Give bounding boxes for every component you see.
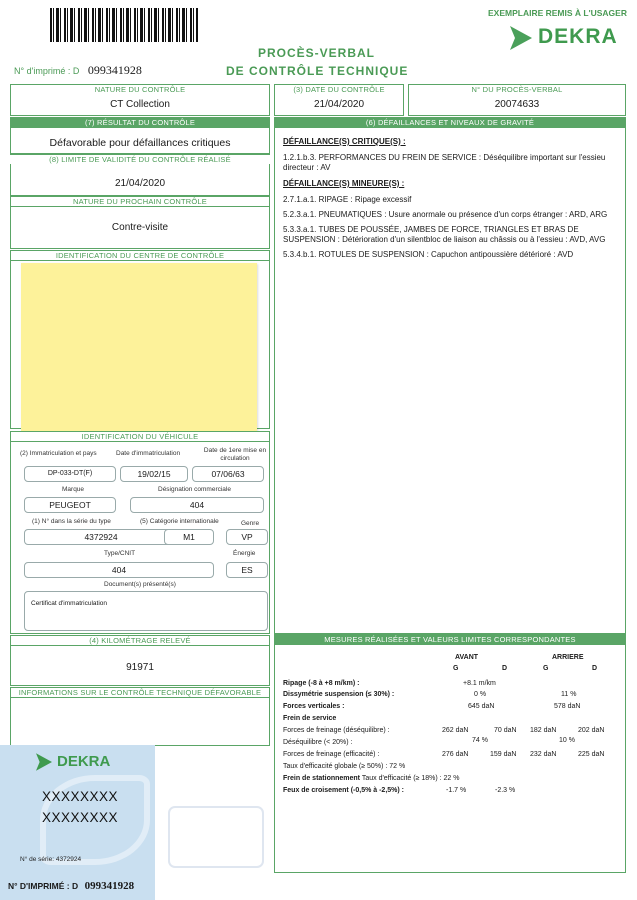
- minor-item: 2.7.1.a.1. RIPAGE : Ripage excessif: [283, 195, 412, 204]
- regdate-field: 19/02/15: [120, 466, 188, 482]
- arriere-d: D: [592, 665, 598, 672]
- parking-brake-row: [283, 775, 460, 782]
- info-box: [10, 698, 270, 746]
- avant-heading: AVANT: [455, 654, 479, 661]
- regdate-label: Date d'immatriculation: [116, 450, 181, 457]
- barcode: [50, 8, 198, 42]
- energy-label: Énergie: [233, 550, 256, 557]
- brake-efficiency-rd: 225 daN: [578, 751, 605, 758]
- nature-label: NATURE DU CONTRÔLE: [10, 84, 270, 95]
- result-label: (7) RÉSULTAT DU CONTRÔLE: [10, 117, 270, 128]
- arriere-heading: ARRIERE: [552, 654, 584, 661]
- imbalance-av: 74 %: [472, 737, 488, 744]
- brake-imbalance-rg: 182 daN: [530, 727, 557, 734]
- ripage-value: +8.1 m/km: [463, 680, 496, 687]
- minor-item: 5.3.3.a.1. TUBES DE POUSSÉE, JAMBES DE FORCE, TRIANGLES ET BRAS DE SUSPENSION : Détérioration d'un silentbloc de liaison au châssis ou à l'essieu : AVD, AVG: [283, 225, 606, 244]
- critical-title: DÉFAILLANCE(S) CRITIQUE(S) :: [283, 137, 406, 146]
- serial-field: 4372924: [24, 529, 178, 545]
- title-line2: DE CONTRÔLE TECHNIQUE: [226, 64, 409, 78]
- brake-efficiency-ad: 159 daN: [490, 751, 517, 758]
- card-brand: DEKRA: [57, 753, 111, 770]
- dissymetry-ar: 11 %: [561, 691, 577, 698]
- lights-d: -2.3 %: [495, 787, 516, 794]
- genre-field: VP: [226, 529, 268, 545]
- card-window: [168, 806, 264, 868]
- ripage-label: Ripage (-8 à +8 m/km) :: [283, 680, 360, 687]
- card-print-label: N° D'IMPRIMÉ : D: [8, 881, 79, 891]
- reg-field: DP-033-DT(F): [24, 466, 116, 482]
- print-number-row: [14, 63, 142, 78]
- docs-value: Certificat d'immatriculation: [31, 600, 108, 607]
- arriere-g: G: [543, 665, 549, 672]
- imbalance-label: Déséquilibre (< 20%) :: [283, 739, 353, 746]
- global-efficiency: Taux d'efficacité globale (≥ 50%) : 72 %: [283, 763, 406, 770]
- card-dekra-arrow-icon: [36, 753, 52, 771]
- reg-label: (2) Immatriculation et pays: [20, 450, 97, 457]
- service-brake-label: Frein de service: [283, 715, 337, 722]
- measures-label: MESURES RÉALISÉES ET VALEURS LIMITES CORRESPONDANTES: [274, 634, 626, 645]
- redaction-sticky-note: [21, 263, 257, 431]
- brake-imbalance-label: Forces de freinage (déséquilibre) :: [283, 727, 390, 734]
- print-label: N° d'imprimé : D: [14, 66, 80, 76]
- lights-row: [283, 787, 404, 794]
- copy-label: EXEMPLAIRE REMIS À L'USAGER: [488, 8, 627, 18]
- card-serial: N° de série: 4372924: [20, 856, 82, 863]
- dissymetry-label: Dissymétrie suspension (≤ 30%) :: [283, 691, 395, 698]
- firstdate-field: 07/06/63: [192, 466, 264, 482]
- minor-item: 5.3.4.b.1. ROTULES DE SUSPENSION : Capuchon antipoussière détérioré : AVD: [283, 250, 574, 259]
- brake-efficiency-ag: 276 daN: [442, 751, 469, 758]
- card-line1: XXXXXXXX: [42, 789, 119, 804]
- dekra-logo: [510, 24, 620, 52]
- card-line2: XXXXXXXX: [42, 810, 119, 825]
- next-label: NATURE DU PROCHAIN CONTRÔLE: [10, 196, 270, 207]
- pv-label: N° DU PROCÈS-VERBAL: [408, 84, 626, 95]
- brake-imbalance-ag: 262 daN: [442, 727, 469, 734]
- docs-field: [24, 591, 268, 631]
- brake-efficiency-rg: 232 daN: [530, 751, 557, 758]
- date-label: (3) DATE DU CONTRÔLE: [274, 84, 404, 95]
- minor-item: 5.2.3.a.1. PNEUMATIQUES : Usure anormale ou présence d'un corps étranger : ARD, ARG: [283, 210, 608, 219]
- make-label: Marque: [62, 486, 85, 493]
- serial-label: (1) N° dans la série du type: [32, 518, 111, 525]
- avant-d: D: [502, 665, 508, 672]
- brake-imbalance-rd: 202 daN: [578, 727, 605, 734]
- model-field: 404: [130, 497, 264, 513]
- parking-brake-value: Taux d'efficacité (≥ 18%) : 22 %: [361, 775, 460, 782]
- type-label: Type/CNIT: [104, 550, 136, 557]
- dekra-card: [0, 745, 155, 900]
- brand-name: DEKRA: [538, 25, 618, 48]
- vertical-forces-label: Forces verticales :: [283, 703, 345, 710]
- avant-g: G: [453, 665, 459, 672]
- validity-label: (8) LIMITE DE VALIDITÉ DU CONTRÔLE RÉALISÉ: [10, 154, 270, 165]
- type-field: 404: [24, 562, 214, 578]
- make-field: PEUGEOT: [24, 497, 116, 513]
- validity-value: 21/04/2020: [114, 178, 166, 189]
- center-label: IDENTIFICATION DU CENTRE DE CONTRÔLE: [10, 250, 270, 261]
- info-label: INFORMATIONS SUR LE CONTRÔLE TECHNIQUE DÉFAVORABLE: [10, 687, 270, 698]
- vehicle-label: IDENTIFICATION DU VÉHICULE: [10, 431, 270, 442]
- defects-content: [283, 137, 619, 260]
- pv-value: 20074633: [494, 99, 540, 110]
- genre-label: Genre: [241, 520, 260, 527]
- title-line1: PROCÈS-VERBAL: [258, 46, 376, 60]
- vertical-forces-ar: 578 daN: [554, 703, 581, 710]
- model-label: Désignation commerciale: [158, 486, 231, 493]
- mileage-label: (4) KILOMÉTRAGE RELEVÉ: [10, 635, 270, 646]
- print-number: 099341928: [87, 63, 142, 77]
- card-print-row: [8, 876, 134, 894]
- minor-title: DÉFAILLANCE(S) MINEURE(S) :: [283, 179, 405, 188]
- dissymetry-av: 0 %: [474, 691, 487, 698]
- parking-brake-label: Frein de stationnement: [283, 775, 361, 782]
- defects-label: (6) DÉFAILLANCES ET NIVEAUX DE GRAVITÉ: [274, 117, 626, 128]
- nature-value: CT Collection: [110, 99, 170, 110]
- docs-label: Document(s) présenté(s): [104, 581, 176, 588]
- category-field: M1: [164, 529, 214, 545]
- next-value: Contre-visite: [111, 222, 169, 233]
- brake-imbalance-ad: 70 daN: [494, 727, 517, 734]
- result-value: Défavorable pour défaillances critiques: [49, 137, 231, 149]
- firstdate-label: Date de 1ere mise en circulation: [203, 447, 267, 462]
- imbalance-ar: 10 %: [559, 737, 575, 744]
- date-value: 21/04/2020: [313, 99, 365, 110]
- lights-label: Feux de croisement: [283, 787, 349, 794]
- lights-g: -1.7 %: [446, 787, 467, 794]
- brake-efficiency-label: Forces de freinage (efficacité) :: [283, 751, 380, 758]
- dekra-arrow-icon: [510, 26, 532, 50]
- category-label: (5) Catégorie internationale: [140, 518, 219, 525]
- lights-range: (-0,5% à -2,5%) :: [350, 787, 404, 794]
- vertical-forces-av: 645 daN: [468, 703, 495, 710]
- energy-field: ES: [226, 562, 268, 578]
- mileage-value: 91971: [126, 662, 154, 673]
- card-print-number: 099341928: [84, 880, 135, 892]
- critical-item: 1.2.1.b.3. PERFORMANCES DU FREIN DE SERVICE : Déséquilibre important sur l'essieu directeur : AV: [283, 153, 606, 172]
